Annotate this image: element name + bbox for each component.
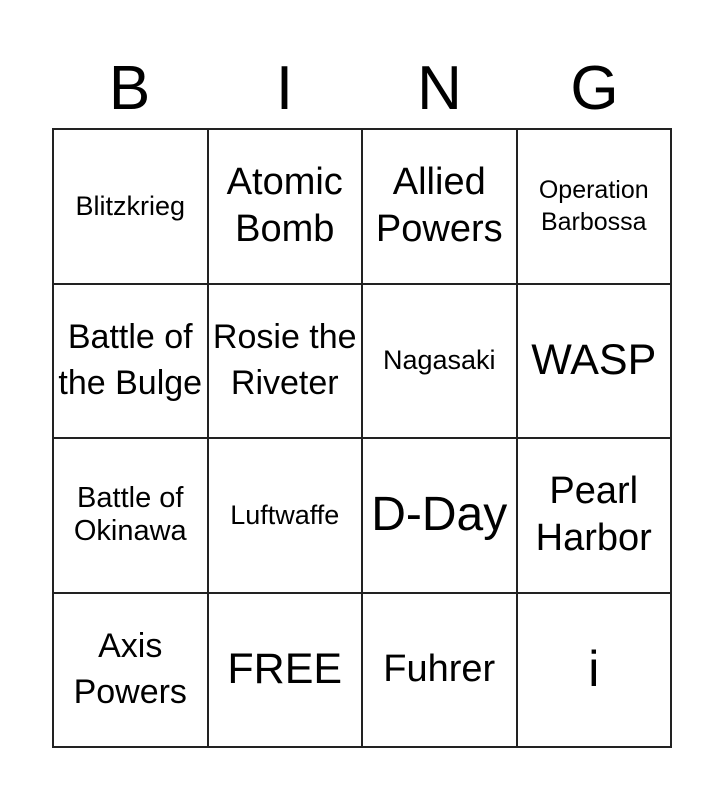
bingo-cell[interactable]: Rosie the Riveter bbox=[208, 284, 363, 439]
bingo-cell[interactable]: Atomic Bomb bbox=[208, 129, 363, 284]
bingo-cell[interactable]: Pearl Harbor bbox=[517, 438, 672, 593]
bingo-cell[interactable]: D-Day bbox=[362, 438, 517, 593]
bingo-cell[interactable]: Blitzkrieg bbox=[53, 129, 208, 284]
bingo-header bbox=[52, 50, 672, 128]
bingo-card-grid bbox=[52, 128, 672, 748]
header-letter-n: N bbox=[417, 54, 462, 123]
bingo-cell[interactable]: Allied Powers bbox=[362, 129, 517, 284]
bingo-cell[interactable]: Nagasaki bbox=[362, 284, 517, 439]
bingo-cell[interactable]: Battle of Okinawa bbox=[53, 438, 208, 593]
header-letter-g: G bbox=[570, 54, 619, 123]
header-letter-i: I bbox=[275, 54, 294, 123]
bingo-cell[interactable]: Axis Powers bbox=[53, 593, 208, 748]
bingo-cell[interactable]: i bbox=[517, 593, 672, 748]
bingo-cell[interactable]: Fuhrer bbox=[362, 593, 517, 748]
header-letter-b: B bbox=[108, 54, 151, 123]
bingo-cell[interactable]: WASP bbox=[517, 284, 672, 439]
bingo-cell[interactable]: Operation Barbossa bbox=[517, 129, 672, 284]
bingo-cell[interactable]: Battle of the Bulge bbox=[53, 284, 208, 439]
bingo-cell[interactable]: Luftwaffe bbox=[208, 438, 363, 593]
free-space-cell[interactable]: FREE bbox=[208, 593, 363, 748]
